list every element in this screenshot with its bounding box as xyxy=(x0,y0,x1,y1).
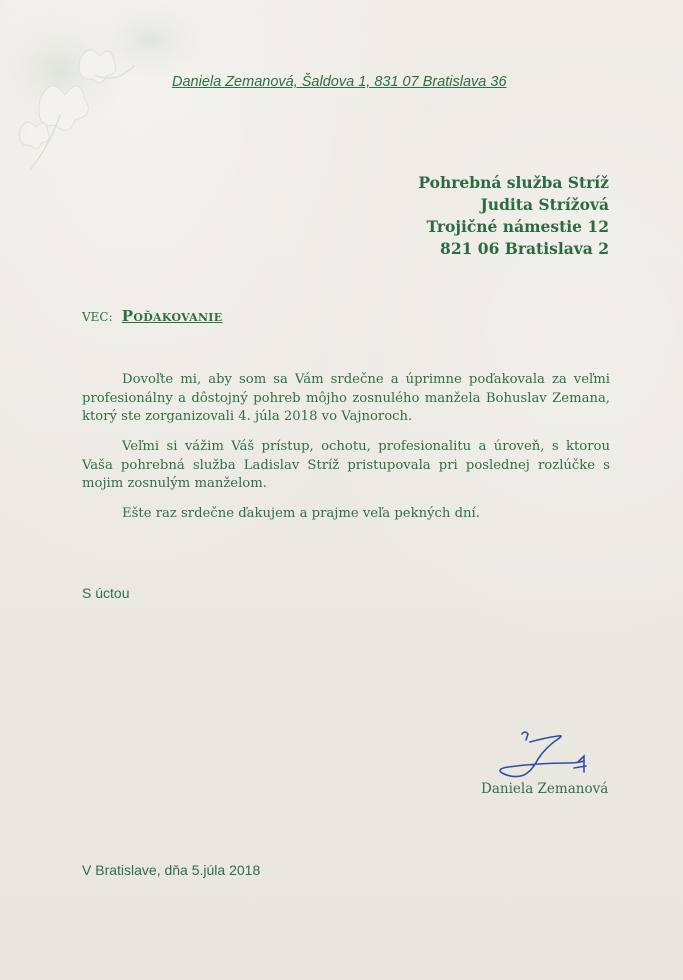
signer-name: Daniela Zemanová xyxy=(481,781,609,797)
recipient-city: 821 06 Bratislava 2 xyxy=(440,239,609,258)
place-and-date: V Bratislave, dňa 5.júla 2018 xyxy=(82,862,261,878)
paragraph-2-text: Veľmi si vážim Váš prístup, ochotu, profesionalitu a úroveň, s ktorou Vaša pohrebná služba Ladislav Stríž pristupovala pri poslednej rozlúčke s mojim zosnulým manželom. xyxy=(82,439,610,491)
recipient-person: Judita Strížová xyxy=(480,195,609,214)
recipient-company: Pohrebná služba Stríž xyxy=(418,173,609,192)
closing-salutation: S úctou xyxy=(82,585,130,601)
paragraph-1 xyxy=(82,371,610,427)
paragraph-1-text: Dovoľte mi, aby som sa Vám srdečne a úprimne poďakovala za veľmi profesionálny a dôstojný pohreb môjho zosnulého manžela Bohuslav Zemana, ktorý ste zorganizovali 4. júla 2018 vo Vajnoroch. xyxy=(82,372,610,424)
recipient-street: Trojičné námestie 12 xyxy=(426,217,609,236)
paragraph-3-text: Ešte raz srdečne ďakujem a prajme veľa pekných dní. xyxy=(122,506,480,521)
sender-address: Daniela Zemanová, Šaldova 1, 831 07 Bratislava 36 xyxy=(172,74,507,90)
subject-line xyxy=(82,306,222,325)
recipient-address xyxy=(418,172,609,260)
floral-watermark xyxy=(0,0,230,180)
handwritten-signature xyxy=(492,728,592,786)
subject-title: Poďakovanie xyxy=(121,307,223,325)
paragraph-3 xyxy=(82,505,610,524)
subject-label: VEC: xyxy=(82,310,113,324)
paragraph-2 xyxy=(82,438,610,494)
